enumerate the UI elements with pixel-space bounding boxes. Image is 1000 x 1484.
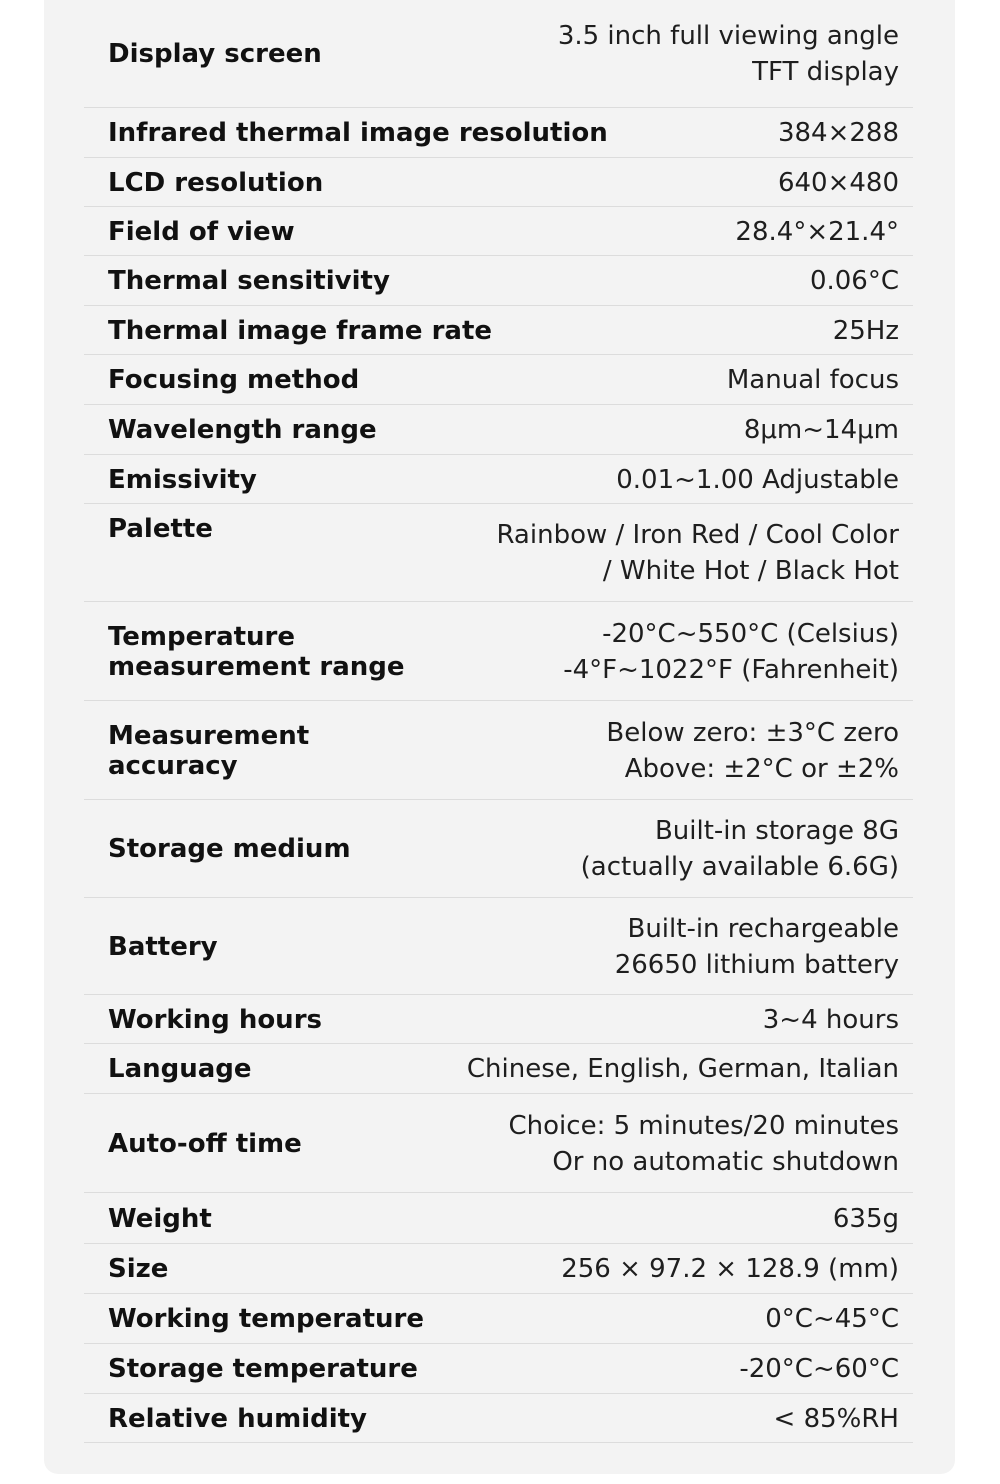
spec-label: Working hours — [108, 1005, 322, 1035]
spec-label: Thermal sensitivity — [108, 266, 390, 296]
spec-row — [84, 800, 913, 898]
spec-label: Wavelength range — [108, 415, 377, 445]
spec-label: Size — [108, 1254, 169, 1284]
spec-row — [84, 405, 913, 455]
spec-row — [84, 306, 913, 355]
spec-row — [84, 1044, 913, 1094]
spec-row — [84, 0, 913, 108]
spec-label: Working temperature — [108, 1304, 424, 1334]
spec-row — [84, 256, 913, 306]
spec-value: Below zero: ±3°C zero Above: ±2°C or ±2% — [606, 718, 899, 784]
spec-label: Language — [108, 1054, 252, 1084]
spec-value: 25Hz — [832, 316, 899, 346]
spec-label: LCD resolution — [108, 168, 324, 198]
spec-label: Battery — [108, 932, 218, 962]
spec-value: 0°C~45°C — [765, 1304, 899, 1334]
spec-label: Thermal image frame rate — [108, 316, 493, 346]
spec-row — [84, 898, 913, 995]
spec-value: 28.4°×21.4° — [735, 217, 899, 247]
spec-value: 0.01~1.00 Adjustable — [616, 465, 899, 495]
spec-value: 3.5 inch full viewing angle TFT display — [557, 21, 899, 87]
spec-row — [84, 355, 913, 405]
spec-label: Storage medium — [108, 834, 351, 864]
spec-label: Display screen — [108, 39, 322, 69]
spec-value: Rainbow / Iron Red / Cool Color / White Hot / Black Hot — [496, 520, 899, 586]
spec-value: 384×288 — [777, 118, 899, 148]
spec-value: < 85%RH — [773, 1404, 899, 1434]
spec-value: Built-in rechargeable 26650 lithium battery — [614, 914, 899, 980]
spec-label: Weight — [108, 1204, 212, 1234]
spec-label: Relative humidity — [108, 1404, 368, 1434]
spec-label: Field of view — [108, 217, 295, 247]
spec-row — [84, 455, 913, 504]
spec-row — [84, 504, 913, 602]
spec-label: Focusing method — [108, 365, 360, 395]
spec-value: 3~4 hours — [762, 1005, 899, 1035]
spec-row — [84, 1244, 913, 1294]
spec-label: Infrared thermal image resolution — [108, 118, 608, 148]
spec-row — [84, 1344, 913, 1394]
spec-label: Emissivity — [108, 465, 257, 495]
spec-value: Built-in storage 8G (actually available 6.6G) — [580, 816, 899, 882]
spec-label: Temperature measurement range — [108, 622, 405, 682]
spec-label: Storage temperature — [108, 1354, 418, 1384]
spec-value: Choice: 5 minutes/20 minutes Or no automatic shutdown — [508, 1111, 899, 1177]
spec-value: Chinese, English, German, Italian — [466, 1054, 899, 1084]
spec-value: -20°C~60°C — [739, 1354, 899, 1384]
spec-value: 640×480 — [777, 168, 899, 198]
spec-value: 635g — [832, 1204, 899, 1234]
spec-row — [84, 701, 913, 800]
spec-row — [84, 1394, 913, 1443]
spec-value: 256 × 97.2 × 128.9 (mm) — [561, 1254, 899, 1284]
spec-value: -20°C~550°C (Celsius) -4°F~1022°F (Fahrenheit) — [563, 619, 899, 685]
spec-value: 0.06°C — [809, 266, 899, 296]
spec-value: 8μm~14μm — [743, 415, 899, 445]
spec-label: Measurement accuracy — [108, 721, 310, 781]
spec-row — [84, 602, 913, 701]
spec-row — [84, 1193, 913, 1244]
spec-label: Palette — [108, 514, 213, 544]
spec-row — [84, 158, 913, 207]
spec-row — [84, 1294, 913, 1344]
spec-value: Manual focus — [726, 365, 899, 395]
spec-row — [84, 207, 913, 256]
spec-label: Auto-off time — [108, 1129, 302, 1159]
spec-row — [84, 1094, 913, 1193]
spec-row — [84, 995, 913, 1044]
spec-row — [84, 108, 913, 158]
